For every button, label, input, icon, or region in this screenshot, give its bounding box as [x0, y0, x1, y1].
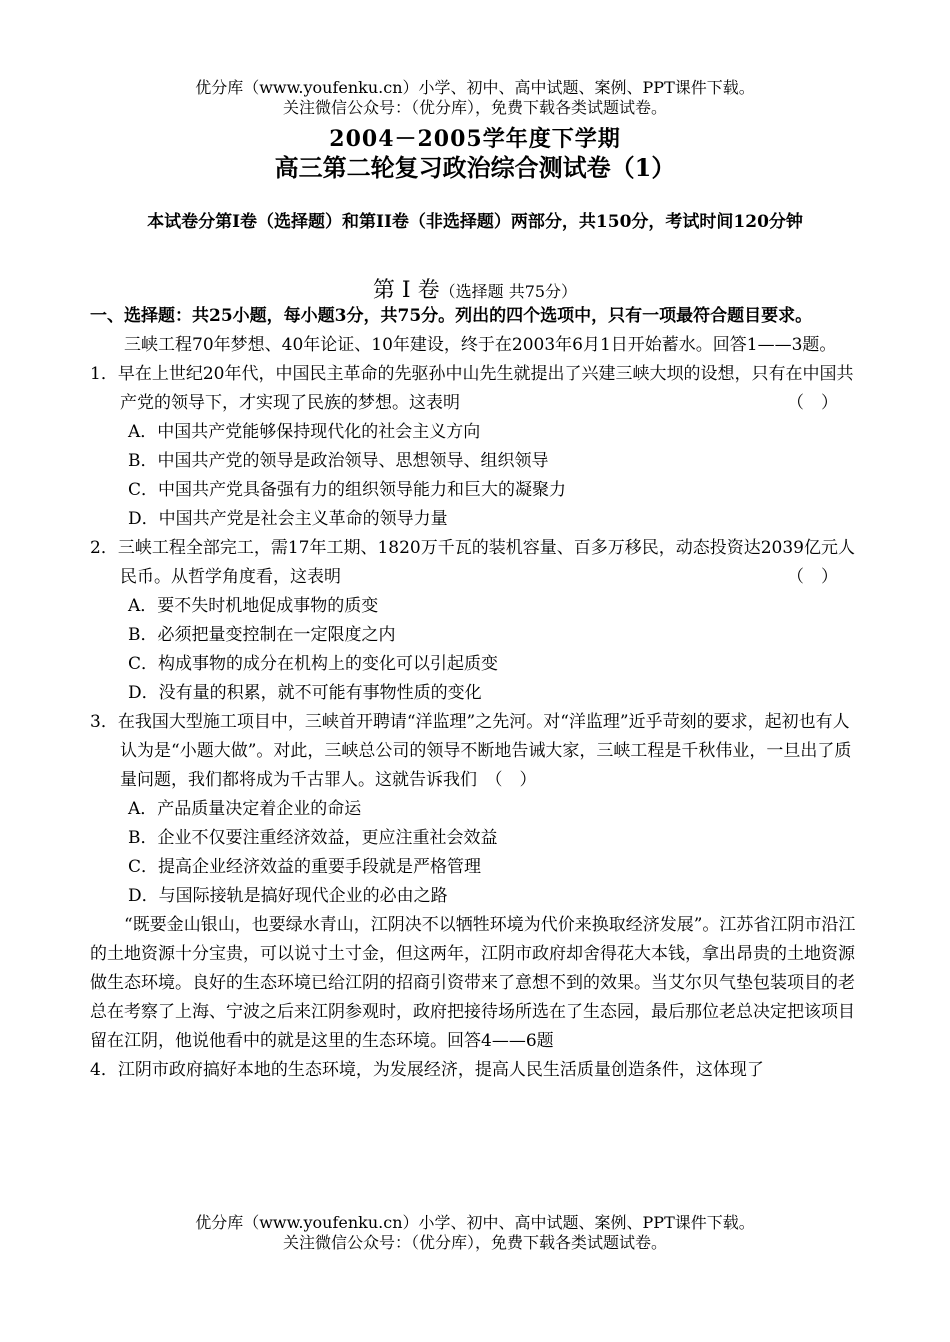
- footer-line-2: 关注微信公众号：（优分库），免费下载各类试题试卷。: [282, 1233, 667, 1252]
- question-stem-text: 2．三峡工程全部完工，需17年工期、1820万千瓦的装机容量、百多万移民，动态投资达2039亿元人民币。从哲学角度看，这表明: [90, 538, 855, 587]
- exam-intro: 本试卷分第I卷（选择题）和第II卷（非选择题）两部分，共150分，考试时间120分钟: [147, 212, 803, 232]
- question-stem-text: 1．早在上世纪20年代，中国民主革命的先驱孙中山先生就提出了兴建三峡大坝的设想，只有在中国共产党的领导下，才实现了民族的梦想。这表明: [90, 364, 854, 413]
- question-stem: [90, 360, 862, 418]
- part1-heading: 一、选择题：共25小题，每小题3分，共75分。列出的四个选项中，只有一项最符合题目要求。: [90, 306, 813, 326]
- question-1: [90, 360, 862, 534]
- option-b: B．企业不仅要注重经济效益，更应注重社会效益: [128, 828, 498, 848]
- option-a: A．中国共产党能够保持现代化的社会主义方向: [128, 422, 481, 442]
- option-b: B．中国共产党的领导是政治领导、思想领导、组织领导: [128, 451, 549, 471]
- option-c: C．构成事物的成分在机构上的变化可以引起质变: [128, 654, 499, 674]
- question-2: [90, 534, 862, 708]
- option-d: D．中国共产党是社会主义革命的领导力量: [128, 509, 448, 529]
- option-b: B．必须把量变控制在一定限度之内: [128, 625, 396, 645]
- header-line-1: 优分库（www.youfenku.cn）小学、初中、高中试题、案例、PPT课件下载。: [195, 78, 755, 97]
- title-line-2: 高三第二轮复习政治综合测试卷（1）: [274, 153, 676, 182]
- section-subtitle: （选择题 共75分）: [439, 282, 578, 301]
- title-line-1: 2004－2005学年度下学期: [329, 126, 621, 152]
- footer-line-1: 优分库（www.youfenku.cn）小学、初中、高中试题、案例、PPT课件下载。: [195, 1213, 755, 1232]
- option-c: C．中国共产党具备强有力的组织领导能力和巨大的凝聚力: [128, 480, 567, 500]
- answer-paren: （ ）: [787, 393, 838, 413]
- exam-body: [90, 302, 862, 1085]
- question-stem: [90, 534, 862, 592]
- question-3: [90, 708, 862, 911]
- option-c: C．提高企业经济效益的重要手段就是严格管理: [128, 857, 482, 877]
- option-a: A．产品质量决定着企业的命运: [128, 799, 362, 819]
- passage-2: “既要金山银山，也要绿水青山，江阴决不以牺牲环境为代价来换取经济发展”。江苏省江阴市沿江的土地资源十分宝贵，可以说寸土寸金，但这两年，江阴市政府却舍得花大本钱，拿出昂贵的土地资源做生态环境。良好的生态环境已给江阴的招商引资带来了意想不到的效果。当艾尔贝气垫包装项目的老总在考察了上海、宁波之后来江阴参观时，政府把接待场所选在了生态园，最后那位老总决定把该项目留在江阴，他说他看中的就是这里的生态环境。回答4——6题: [90, 915, 856, 1051]
- option-a: A．要不失时机地促成事物的质变: [128, 596, 379, 616]
- answer-paren: （ ）: [787, 567, 838, 587]
- section-title: 第 I 卷: [372, 278, 440, 303]
- question-4-stem: 4．江阴市政府搞好本地的生态环境，为发展经济，提高人民生活质量创造条件，这体现了: [90, 1060, 764, 1080]
- section-heading: [0, 273, 950, 304]
- header-line-2: 关注微信公众号：（优分库），免费下载各类试题试卷。: [282, 98, 667, 117]
- option-d: D．没有量的积累，就不可能有事物性质的变化: [128, 683, 482, 703]
- option-d: D．与国际接轨是搞好现代企业的必由之路: [128, 886, 448, 906]
- question-stem: 3．在我国大型施工项目中，三峡首开聘请“洋监理”之先河。对“洋监理”近乎苛刻的要求，起初也有人认为是“小题大做”。对此，三峡总公司的领导不断地告诫大家，三峡工程是千秋伟业，一旦出了质量问题，我们都将成为千古罪人。这就告诉我们 （ ）: [90, 712, 852, 790]
- passage-1: 三峡工程70年梦想、40年论证、10年建设，终于在2003年6月1日开始蓄水。回答1——3题。: [124, 335, 837, 355]
